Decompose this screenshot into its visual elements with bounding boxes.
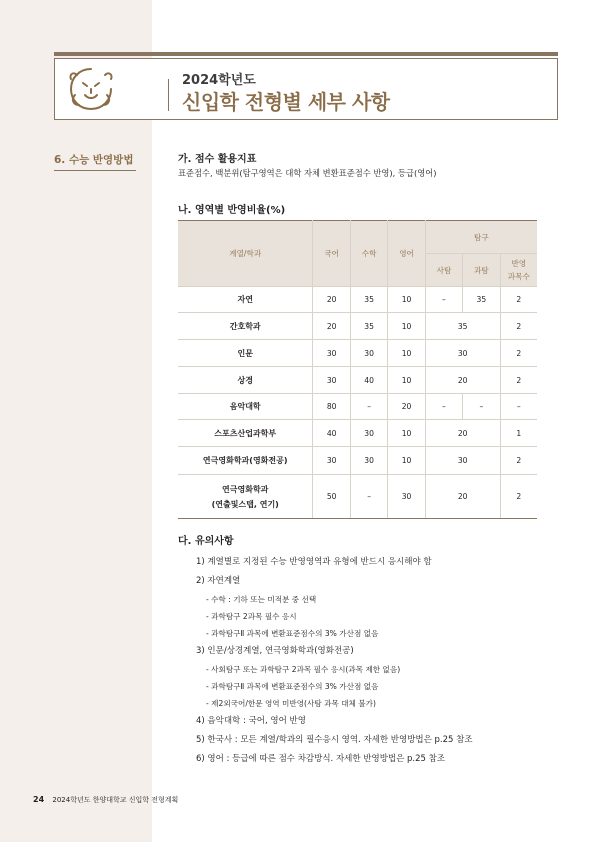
notes-heading: 다. 유의사항 — [178, 536, 234, 547]
col-header-dept: 계열/학과 — [178, 221, 313, 287]
note-subitem: - 사회탐구 또는 과학탐구 2과목 필수 응시(과목 제한 없음) — [206, 665, 401, 674]
notes-section — [178, 532, 473, 769]
row-dept: 인문 — [178, 340, 313, 367]
page-header — [54, 58, 558, 120]
col-header-subject-count: 반영 과목수 — [500, 254, 537, 287]
cell-count: 2 — [500, 475, 537, 519]
cell-korean: 30 — [313, 367, 350, 394]
table-row — [178, 447, 537, 475]
table-row — [178, 394, 537, 420]
cell-korean: 20 — [313, 313, 350, 340]
row-dept: 연극영화학과 (연출및스탭, 연기) — [178, 475, 313, 519]
cell-science: – — [463, 394, 500, 420]
note-item: 4) 음악대학 : 국어, 영어 반영 — [196, 716, 306, 726]
table-row — [178, 313, 537, 340]
page-title: 신입학 전형별 세부 사항 — [182, 90, 390, 114]
cell-count: 1 — [500, 420, 537, 447]
cell-count: 2 — [500, 287, 537, 313]
cell-count: 2 — [500, 313, 537, 340]
col-header-inquiry: 탐구 — [425, 221, 537, 254]
section-label: 6. 수능 반영방법 — [54, 154, 134, 166]
cell-inquiry: 20 — [425, 367, 500, 394]
col-header-social: 사탐 — [425, 254, 462, 287]
cell-korean: 20 — [313, 287, 350, 313]
note-subitem: - 과학탐구Ⅱ 과목에 변환표준점수의 3% 가산점 없음 — [206, 682, 379, 691]
cell-math: 30 — [350, 340, 387, 367]
row-dept: 연극영화학과(영화전공) — [178, 447, 313, 475]
header-divider — [168, 79, 169, 111]
note-subitem: - 과학탐구Ⅱ 과목에 변환표준점수의 3% 가산점 없음 — [206, 629, 379, 638]
header-subtitle: 2024학년도 — [182, 73, 256, 88]
score-index-text: 표준점수, 백분위(탐구영역은 대학 자체 변환표준점수 반영), 등급(영어) — [178, 168, 437, 178]
col-header-science: 과탐 — [463, 254, 500, 287]
score-index-heading: 가. 점수 활용지표 — [178, 154, 257, 165]
table-row — [178, 420, 537, 447]
cell-math: 30 — [350, 447, 387, 475]
cell-korean: 80 — [313, 394, 350, 420]
cell-math: 35 — [350, 313, 387, 340]
cell-count: – — [500, 394, 537, 420]
cell-math: 40 — [350, 367, 387, 394]
col-header-math: 수학 — [350, 221, 387, 287]
cell-inquiry: 20 — [425, 475, 500, 519]
cell-social: – — [425, 287, 462, 313]
cell-inquiry: 35 — [425, 313, 500, 340]
cell-count: 2 — [500, 367, 537, 394]
ratio-heading: 나. 영역별 반영비율(%) — [178, 205, 286, 216]
section-underline — [54, 170, 136, 171]
cell-math: 35 — [350, 287, 387, 313]
table-row — [178, 367, 537, 394]
left-margin-band — [0, 0, 152, 842]
cell-math: – — [350, 475, 387, 519]
cell-english: 30 — [388, 475, 425, 519]
cell-count: 2 — [500, 447, 537, 475]
row-dept: 자연 — [178, 287, 313, 313]
cell-english: 10 — [388, 313, 425, 340]
page-footer — [33, 795, 178, 805]
note-subitem: - 제2외국어/한문 영역 미반영(사탐 과목 대체 불가) — [206, 699, 376, 708]
page-number: 24 — [33, 795, 45, 804]
note-item: 3) 인문/상경계열, 연극영화학과(영화전공) — [196, 646, 354, 656]
lion-logo-icon — [65, 65, 117, 113]
cell-inquiry: 30 — [425, 447, 500, 475]
note-item: 6) 영어 : 등급에 따른 점수 차감방식. 자세한 반영방법은 p.25 참조 — [196, 754, 446, 764]
row-dept: 음악대학 — [178, 394, 313, 420]
cell-korean: 50 — [313, 475, 350, 519]
note-item: 1) 계열별로 지정된 수능 반영영역과 유형에 반드시 응시해야 함 — [196, 557, 432, 567]
cell-english: 10 — [388, 420, 425, 447]
table-row — [178, 475, 537, 519]
col-header-korean: 국어 — [313, 221, 350, 287]
note-subitem: - 수학 : 기하 또는 미적분 중 선택 — [206, 595, 317, 604]
note-subitem: - 과학탐구 2과목 필수 응시 — [206, 612, 297, 621]
note-item: 2) 자연계열 — [196, 576, 241, 586]
row-dept: 간호학과 — [178, 313, 313, 340]
cell-math: – — [350, 394, 387, 420]
table-row — [178, 340, 537, 367]
cell-english: 20 — [388, 394, 425, 420]
footer-text: 2024학년도 한양대학교 신입학 전형계획 — [52, 796, 179, 804]
cell-social: – — [425, 394, 462, 420]
cell-korean: 30 — [313, 340, 350, 367]
cell-korean: 40 — [313, 420, 350, 447]
cell-korean: 30 — [313, 447, 350, 475]
cell-english: 10 — [388, 287, 425, 313]
cell-inquiry: 30 — [425, 340, 500, 367]
cell-math: 30 — [350, 420, 387, 447]
ratio-table — [178, 220, 537, 519]
cell-science: 35 — [463, 287, 500, 313]
cell-inquiry: 20 — [425, 420, 500, 447]
row-dept: 스포츠산업과학부 — [178, 420, 313, 447]
note-item: 5) 한국사 : 모든 계열/학과의 필수응시 영역. 자세한 반영방법은 p.25 참조 — [196, 735, 473, 745]
cell-english: 10 — [388, 367, 425, 394]
col-header-english: 영어 — [388, 221, 425, 287]
cell-count: 2 — [500, 340, 537, 367]
cell-english: 10 — [388, 447, 425, 475]
row-dept: 상경 — [178, 367, 313, 394]
cell-english: 10 — [388, 340, 425, 367]
table-row — [178, 287, 537, 313]
